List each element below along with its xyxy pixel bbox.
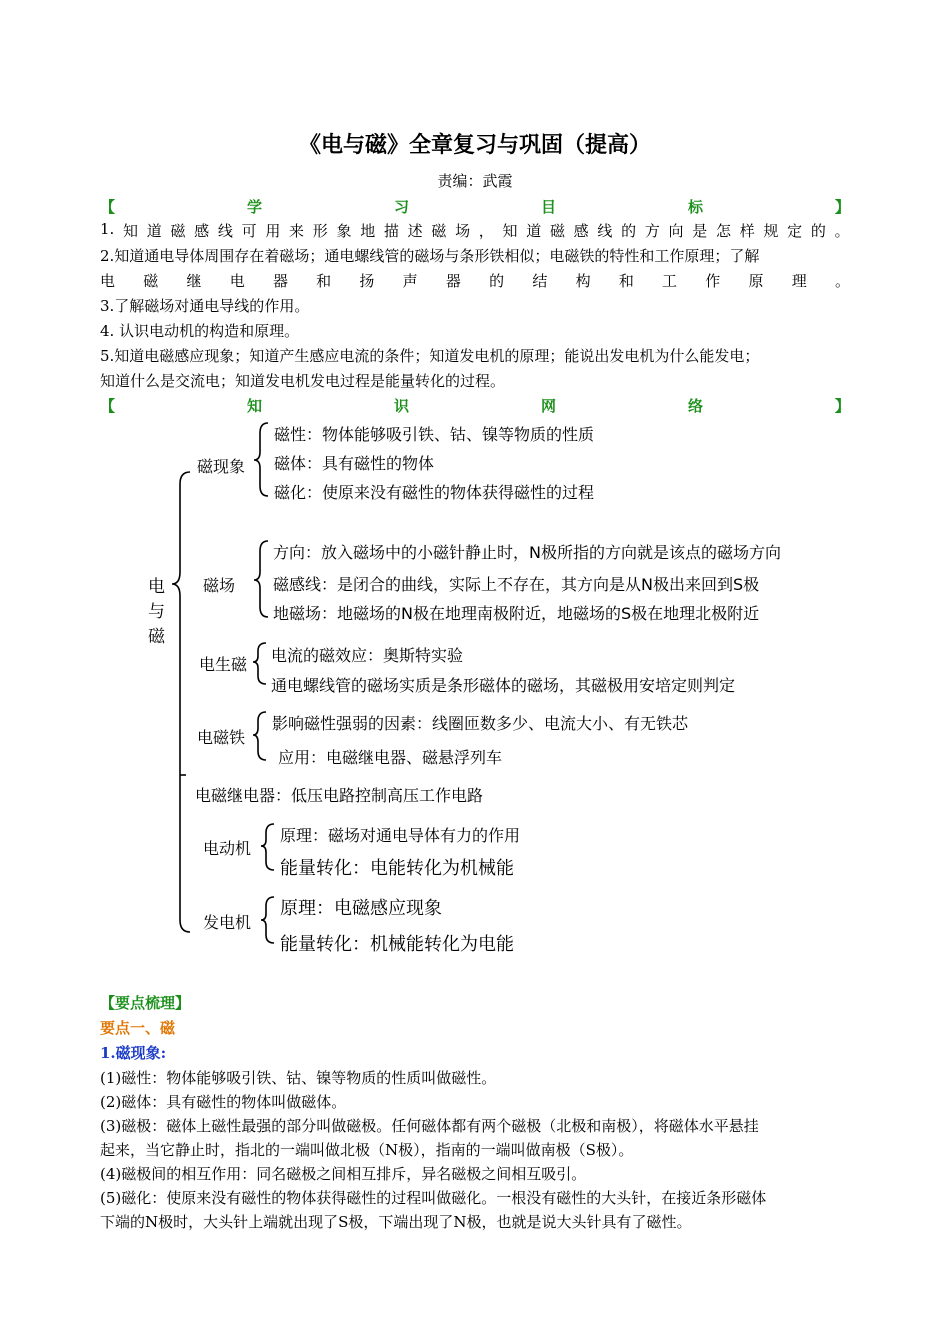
heading-char: 目 (540, 198, 556, 216)
text-char: 。 (834, 272, 850, 290)
text-char: 用 (265, 222, 281, 240)
text-char: 继 (186, 272, 202, 290)
text-char: 是 (692, 222, 708, 240)
text-char: 的 (621, 222, 637, 240)
paragraph-line: 下端的N极时，大头针上端就出现了S极，下端出现了N极，也就是说大头针具有了磁性。 (100, 1213, 692, 1231)
text-char: 1. (100, 220, 115, 238)
heading-char: 知 (246, 397, 262, 415)
author-line: 责编：武霞 (437, 172, 513, 190)
text-char: 扬 (359, 272, 375, 290)
main-brace (172, 472, 190, 932)
text-char: 电 (229, 272, 245, 290)
text-char: 磁 (549, 222, 565, 240)
text-char: 理 (791, 272, 807, 290)
page-title: 《电与磁》全章复习与巩固（提高） (298, 133, 651, 158)
leaf-item: 磁性：物体能够吸引铁、钴、镍等物质的性质 (274, 425, 595, 444)
paragraph-line: (1)磁性：物体能够吸引铁、钴、镍等物质的性质叫做磁性。 (100, 1069, 497, 1087)
leaf-item: 能量转化：机械能转化为电能 (280, 934, 514, 955)
mindmap-root-char: 电 (148, 577, 165, 597)
paragraph-line: (4)磁极间的相互作用：同名磁极之间相互排斥，异名磁极之间相互吸引。 (100, 1165, 587, 1183)
text-char: 磁 (431, 222, 447, 240)
text-char: 的 (810, 222, 826, 240)
text-char: 感 (194, 222, 210, 240)
text-char: 描 (383, 222, 399, 240)
generator-brace (261, 897, 274, 943)
text-char: 线 (597, 222, 613, 240)
branch-generator: 发电机 (203, 913, 252, 932)
goal-5-line-2: 知道什么是交流电；知道发电机发电过程是能量转化的过程。 (100, 372, 506, 390)
text-char: 样 (739, 222, 755, 240)
heading-char: 网 (540, 397, 556, 415)
text-char: 知 (123, 222, 139, 240)
heading-char: 习 (393, 198, 409, 216)
leaf-item: 磁感线：是闭合的曲线，实际上不存在，其方向是从N极出来回到S极 (273, 575, 760, 594)
paragraph-line: 起来，当它静止时，指北的一端叫做北极（N极），指南的一端叫做南极（S极）。 (100, 1141, 634, 1159)
text-char: 道 (526, 222, 542, 240)
bracket-open: 【 (100, 198, 116, 216)
goal-5-line-1: 5.知道电磁感应现象；知道产生感应电流的条件；知道发电机的原理；能说出发电机为什么能发电； (100, 347, 760, 365)
text-char: 原 (748, 272, 764, 290)
leaf-item: 原理：电磁感应现象 (280, 898, 442, 919)
heading-char: 标 (687, 198, 703, 216)
text-char: 可 (241, 222, 257, 240)
text-char: 怎 (715, 222, 731, 240)
text-char: 的 (489, 272, 505, 290)
keypoints-header: 【要点梳理】 (100, 994, 191, 1012)
leaf-item: 电流的磁效应：奥斯特实验 (271, 646, 464, 665)
branch-motor: 电动机 (203, 839, 252, 858)
leaf-item: 方向：放入磁场中的小磁针静止时，N极所指的方向就是该点的磁场方向 (273, 543, 781, 562)
text-char: 磁 (143, 272, 159, 290)
text-char: 感 (573, 222, 589, 240)
leaf-item: 原理：磁场对通电导体有力的作用 (280, 826, 521, 845)
paragraph-line: (2)磁体：具有磁性的物体叫做磁体。 (100, 1093, 347, 1111)
bracket-close: 】 (834, 397, 850, 415)
electro-brace (253, 643, 266, 684)
text-char: 声 (402, 272, 418, 290)
text-char: 地 (360, 222, 376, 240)
text-char: 电 (100, 272, 116, 290)
leaf-item: 通电螺线管的磁场实质是条形磁体的磁场，其磁极用安培定则判定 (271, 676, 736, 695)
text-char: 向 (668, 222, 684, 240)
branch-field: 磁场 (203, 576, 236, 595)
text-char: 器 (272, 272, 288, 290)
text-char: 道 (146, 222, 162, 240)
text-char: ， (478, 222, 494, 240)
heading-char: 识 (393, 397, 409, 415)
text-char: 和 (618, 272, 634, 290)
leaf-item: 影响磁性强弱的因素：线圈匝数多少、电流大小、有无铁芯 (272, 714, 689, 733)
goal-3: 3.了解磁场对通电导线的作用。 (100, 297, 310, 315)
text-char: 磁 (170, 222, 186, 240)
text-char: 线 (217, 222, 233, 240)
leaf-item: 磁体：具有磁性的物体 (274, 454, 435, 473)
branch-electro: 电生磁 (199, 655, 248, 674)
paragraph-line: (3)磁极：磁体上磁性最强的部分叫做磁极。任何磁体都有两个磁极（北极和南极），将磁体水平悬挂 (100, 1117, 759, 1135)
leaf-item: 应用：电磁继电器、磁悬浮列车 (278, 748, 503, 767)
text-char: 结 (532, 272, 548, 290)
branch-relay: 电磁继电器：低压电路控制高压工作电路 (195, 786, 484, 805)
text-char: 形 (312, 222, 328, 240)
text-char: 场 (455, 222, 471, 240)
bracket-close: 】 (834, 198, 850, 216)
text-char: 和 (316, 272, 332, 290)
leaf-item: 地磁场：地磁场的N极在地理南极附近，地磁场的S极在地理北极附近 (273, 604, 760, 623)
phenomenon-brace (254, 423, 268, 496)
text-char: 定 (787, 222, 803, 240)
text-char: 工 (662, 272, 678, 290)
electromagnet-brace (253, 712, 266, 760)
paragraph-line: (5)磁化：使原来没有磁性的物体获得磁性的过程叫做磁化。一根没有磁性的大头针，在接近条形磁体 (100, 1189, 767, 1207)
field-brace (254, 541, 268, 617)
text-char: 知 (502, 222, 518, 240)
mindmap-root-char: 磁 (148, 627, 165, 647)
text-char: 器 (445, 272, 461, 290)
mindmap-root-char: 与 (148, 602, 165, 622)
text-char: 作 (705, 272, 721, 290)
subsection-title: 1.磁现象: (100, 1044, 167, 1062)
text-char: 规 (763, 222, 779, 240)
text-char: 象 (336, 222, 352, 240)
text-char: 述 (407, 222, 423, 240)
goal-4: 4. 认识电动机的构造和原理。 (100, 322, 300, 340)
branch-electromagnet: 电磁铁 (197, 728, 246, 747)
goal-2-line-1: 2.知道通电导体周围存在着磁场；通电螺线管的磁场与条形铁相似；电磁铁的特性和工作原理；了解 (100, 247, 760, 265)
text-char: 。 (834, 222, 850, 240)
leaf-item: 能量转化：电能转化为机械能 (280, 858, 514, 879)
motor-brace (261, 824, 274, 870)
branch-phenomenon: 磁现象 (197, 457, 246, 476)
text-char: 来 (289, 222, 305, 240)
heading-char: 学 (246, 198, 262, 216)
heading-char: 络 (687, 397, 703, 415)
text-char: 方 (644, 222, 660, 240)
text-char: 构 (575, 272, 591, 290)
leaf-item: 磁化：使原来没有磁性的物体获得磁性的过程 (274, 483, 595, 502)
keypoint-1-title: 要点一、磁 (100, 1019, 176, 1037)
bracket-open: 【 (100, 397, 116, 415)
